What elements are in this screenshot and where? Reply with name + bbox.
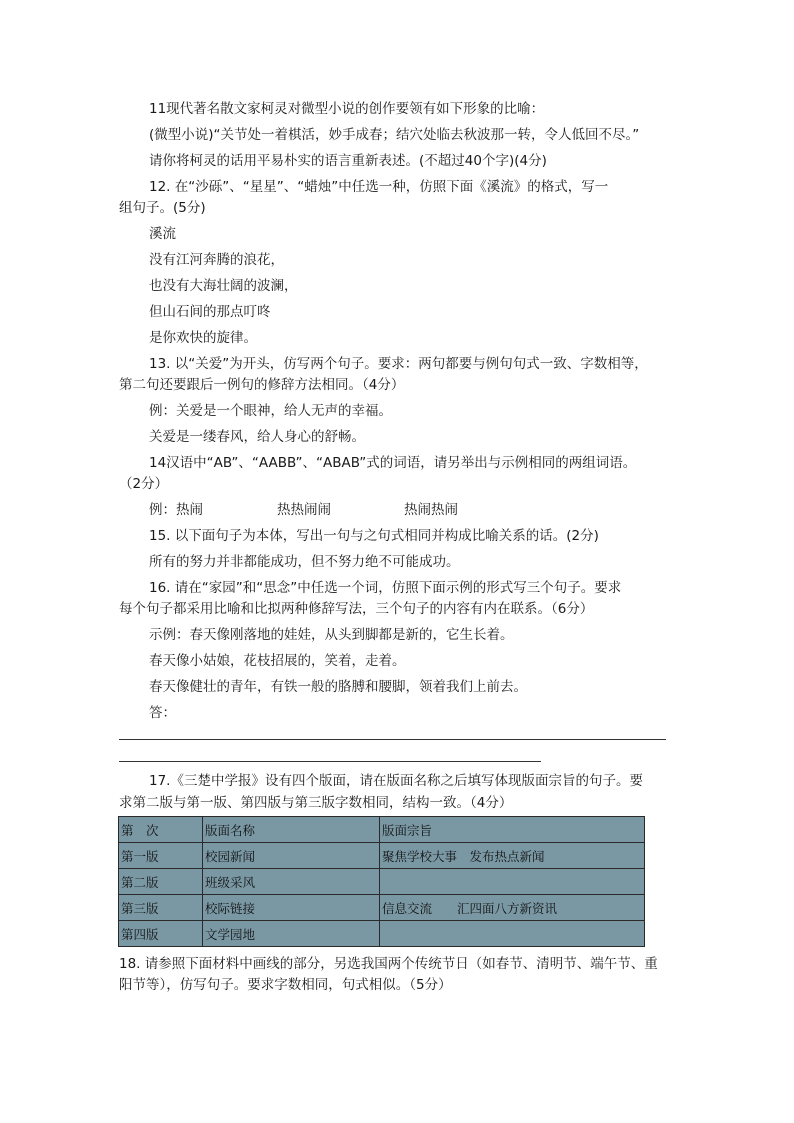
header-cell-purpose: 版面宗旨 <box>380 817 645 843</box>
answer-line[interactable] <box>119 761 541 762</box>
poem-line: 没有江河奔腾的浪花， <box>149 252 284 268</box>
cell-order: 第三版 <box>119 895 203 921</box>
q11-line3: 请你将柯灵的话用平易朴实的语言重新表述。(不超过40个字)(4分) <box>149 153 547 169</box>
q14-example-aabb: 热热闹闹 <box>277 502 331 518</box>
table-header-row <box>119 817 645 843</box>
header-cell-order: 第 次 <box>119 817 203 843</box>
q15-line1: 15. 以下面句子为本体，写出一句与之句式相同并构成比喻关系的话。(2分) <box>149 528 599 544</box>
q16-line2: 每个句子都采用比喻和比拟两种修辞写法，三个句子的内容有内在联系。（6分） <box>119 601 594 617</box>
poem-line: 但山石间的那点叮咚 <box>149 304 271 320</box>
cell-order: 第一版 <box>119 843 203 869</box>
q12-line2: 组句子。(5分) <box>119 200 206 216</box>
q13-example2: 关爱是一缕春风，给人身心的舒畅。 <box>149 429 365 445</box>
cell-name: 校园新闻 <box>203 843 380 869</box>
cell-purpose-blank[interactable] <box>380 921 645 947</box>
cell-name: 校际链接 <box>203 895 380 921</box>
q14-line1: 14汉语中“AB”、“AABB”、“ABAB”式的词语，请另举出与示例相同的两组词语。 <box>149 455 637 471</box>
page-section-table <box>118 816 645 947</box>
q14-example-abab: 热闹热闹 <box>404 502 458 518</box>
q17-line1: 17.《三楚中学报》设有四个版面，请在版面名称之后填写体现版面宗旨的句子。要 <box>149 773 643 789</box>
cell-order: 第四版 <box>119 921 203 947</box>
table-row <box>119 921 645 947</box>
cell-name: 班级采风 <box>203 869 380 895</box>
cell-order: 第二版 <box>119 869 203 895</box>
q13-example1: 例：关爱是一个眼神，给人无声的幸福。 <box>149 403 392 419</box>
cell-name: 文学园地 <box>203 921 380 947</box>
q18-line1: 18. 请参照下面材料中画线的部分，另选我国两个传统节日（如春节、清明节、端午节、重 <box>119 956 658 972</box>
q12-line1: 12. 在“沙砾”、“星星”、“蜡烛”中任选一种，仿照下面《溪流》的格式，写一 <box>149 179 609 195</box>
q11-line2: (微型小说)“关节处一着棋活，妙手成春；结穴处临去秋波那一转，令人低回不尽。” <box>149 127 640 143</box>
poem-title: 溪流 <box>149 226 176 242</box>
q13-line2: 第二句还要跟后一例句的修辞方法相同。（4分） <box>119 377 405 393</box>
table-row <box>119 895 645 921</box>
q16-example2: 春天像小姑娘，花枝招展的，笑着，走着。 <box>149 653 406 669</box>
table-row <box>119 843 645 869</box>
q13-line1: 13. 以“关爱”为开头，仿写两个句子。要求：两句都要与例句句式一致、字数相等， <box>149 356 648 372</box>
poem-line: 是你欢快的旋律。 <box>149 330 257 346</box>
q15-line2: 所有的努力并非都能成功，但不努力绝不可能成功。 <box>149 554 460 570</box>
poem-line: 也没有大海壮阔的波澜， <box>149 278 298 294</box>
cell-purpose-blank[interactable] <box>380 869 645 895</box>
q14-line2: （2分） <box>119 476 169 492</box>
answer-label: 答： <box>149 705 176 721</box>
q16-example3: 春天像健壮的青年，有铁一般的胳膊和腰脚，领着我们上前去。 <box>149 679 527 695</box>
q14-example-ab: 例：热闹 <box>149 502 203 518</box>
cell-purpose: 聚焦学校大事 发布热点新闻 <box>380 843 645 869</box>
q11-line1: 11现代著名散文家柯灵对微型小说的创作要领有如下形象的比喻： <box>149 101 545 117</box>
answer-line[interactable] <box>119 739 666 740</box>
q16-line1: 16. 请在“家园”和“思念”中任选一个词，仿照下面示例的形式写三个句子。要求 <box>149 580 622 596</box>
q18-line2: 阳节等），仿写句子。要求字数相同，句式相似。（5分） <box>119 977 452 993</box>
table-row <box>119 869 645 895</box>
q16-example1: 示例：春天像刚落地的娃娃，从头到脚都是新的，它生长着。 <box>149 627 514 643</box>
cell-purpose: 信息交流 汇四面八方新资讯 <box>380 895 645 921</box>
q17-line2: 求第二版与第一版、第四版与第三版字数相同，结构一致。（4分） <box>119 795 513 811</box>
header-cell-name: 版面名称 <box>203 817 380 843</box>
